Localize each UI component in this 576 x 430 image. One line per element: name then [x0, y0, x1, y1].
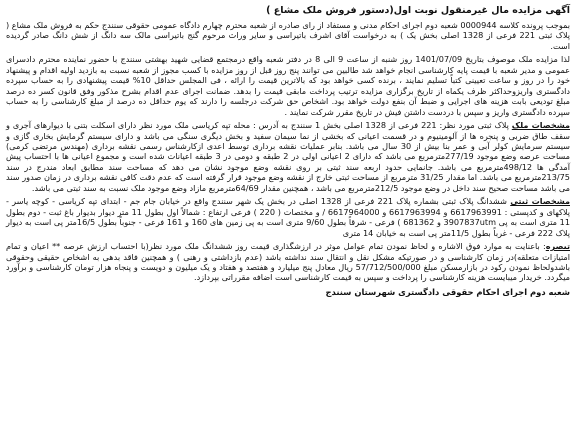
valuation-paragraph: [6, 241, 570, 283]
property-spec-paragraph: [6, 120, 570, 193]
valuation-label: تبصره: [545, 241, 570, 252]
registration-details-label: مشخصات ثبتی: [510, 196, 570, 207]
notice-title: آگهی مزایده مال غیرمنقول نوبت اول(دستور فروش ملک مشاع ): [266, 5, 570, 16]
valuation-text: : باعنایت به موارد فوق الاشاره و لحاظ نمودن تمام عوامل موثر در ارزشگذاری قیمت روز ششدانگ ملک مورد نظر(با احتساب ارزش عرصه ** اعیان و تمام امتیازات متعلقه)در زمان کارشناسی و در صورتیکه مشکل نقل و انتقال سند نداشته باشد (عدم بازداشتی و رهنی ) و همچنین فاقد بدهی به اشخاص حقیقی وحقوقی باشدولحاظ نمودن رکود در بازارمسکن مبلغ 57/712/500/000 ریال معادل پنج میلیارد و هفتصد و هفتاد و یک میلیون و دویست و پنجاه هزار تومان کارشناسی و برآورد میگردد. خریدار میبایست هزینه کارشناسی را پرداخت و سپس به قیمت کارشناسی است اضافه مقرراتی بپردازد.: [6, 241, 570, 283]
auction-terms-paragraph: لذا مزایده ملک موصوف بتاریخ 1401/07/09 روز شنبه از ساعت 9 الی 8 در دفتر شعبه واقع درمجتمع قضایی شهید بهشتی سنندج با حضور نماینده محترم دادسرای عمومی و مدیر شعبه با قیمت پایه کارشناسی انجام خواهد شد طالبین می توانند پنج روز قبل از روز مزایده با کسب مجوز از شعبه نسبت به بازدید اولیه اقدام و پیشنهاد خود را در روز و ساعت تعیینی کتباً تسلیم نمایند ، برنده کسی خواهد بود که بالاترین قیمت را ارائه ، فی المجلس حداقل 10% قیمت پیشنهادی را به حساب سپرده دادگستری واریزوحداکثر ظرف یکماه از تاریخ برگزاری مزایده ترتیب پرداخت مابقی قیمت را بدهد. ضمانت اجرای عدم اقدام بشرح مذکور وفق قانون کسر ده درصد مبلغ تودیعی بابت هزینه های اجرایی و ضبط آن بنفع دولت خواهد بود. اشخاص حق شرکت درجلسه را دارند که یوم حداقل ده درصد از مبلغ کارشناسی را به حساب سپرده دادگستری واریز و سپس با دردست داشتن فیش در تاریخ مقرر شرکت نمایند .: [6, 54, 571, 117]
notice-intro-paragraph: بموجب پرونده کلاسه 0000944 شعبه دوم اجرای احکام مدنی و مستفاد از رای صادره از شعبه محترم چهارم دادگاه عمومی حقوقی سنندج حکم به فروش ملک مشاع ( پلاک ثبتی 221 فرعی از 1328 اصلی بخش یک ) به درخواست آقای اشرف باتیراسی و سایر وراث مرحوم گنج باتیراسی مالک سه دانگ از شش دانگ صادر گردیده است.: [6, 20, 570, 51]
property-spec-label: مشخصات ملک: [511, 120, 570, 131]
issuer-signature: شعبه دوم اجرای احکام حقوقی دادگستری شهرستان سنندج: [325, 286, 570, 297]
registration-details-text: ششدانگ پلاک ثبتی بشماره پلاک 221 فرعی از 1328 اصلی در بخش یک شهر سنندج واقع در خیابان جام جم - ابتدای تپه کریاسی - کوچه یاسر - پلاکهای و کدپستی : 6617963991 و 6617963994 و 6617964000 / و مختصات ( 220 ) فرعی ارتفاع : شمالاً اول بطول 11 متر دیوار بدیوار باغ ثبت - دوم بطول 11 متری است به پی 3907837utm و 681362 ) فرعی - شرقاً بطول 9/60 متری است به پی زمین های 160 و 161 فرعی - جنوباً بطول 16/5متر پی است به دیوار پلاک 222 فرعی - غرباً بطول 11/5متر پی است به خیابان 14 متری: [6, 196, 571, 238]
property-spec-text: پلاک ثبتی مورد نظر: 221 فرعی از 1328 اصلی بخش 1 سنندج به آدرس : محله تپه کریاسی ملک مورد نظر دارای اسکلت بتنی با دیوارهای آجری و سقف طاق ضربی و پنجره ها از آلومینیوم و در قسمت اعیانی که بخشی از نما سیمان سفید و بخش دیگری سنگی می باشد و دارای سیستم گرمایش بخاری گازی و سیستم سرمایش کولر آبی و عمر بنا بیش از 30 سال می باشد. بنابر عملیات نقشه برداری توسط اعدی ازکارشناس رسمی نقشه برداری (مهندس مرتضی کرمی) مساحت عرصه وضع موجود 277/19مترمربع می باشد که دارای 2 اعیانی اولی در 2 طبقه و دومی در 3 طبقه اعیانات شده است و مجموع اعیانی ها با احتساب پیش آمدگی ها 498/12مترمربع می باشد. جانمایی حدود اربعه سند ثبتی بر روی نقشه وضع موجود نشان می دهد که مساحت سند مطابق ابعاد مندرج در سند 213/75مترمربع می باشد. اما مقدار 31/25 مترمربع از مساحت ثبتی خارج از نقشه وضع موجود قرار گرفته است که عدم دقت کافی نقشه برداری در زمان صدور سند می باشد مساحت صحیح سند داخل در وضع موجود 212/5مترمربع می باشد ، همچنین مقدار 64/69مترمربع مازاد وضع موجود ملک نسبت به سند ثبتی می باشد.: [6, 120, 571, 193]
auction-notice: [6, 4, 570, 420]
registration-details-paragraph: [6, 196, 570, 238]
